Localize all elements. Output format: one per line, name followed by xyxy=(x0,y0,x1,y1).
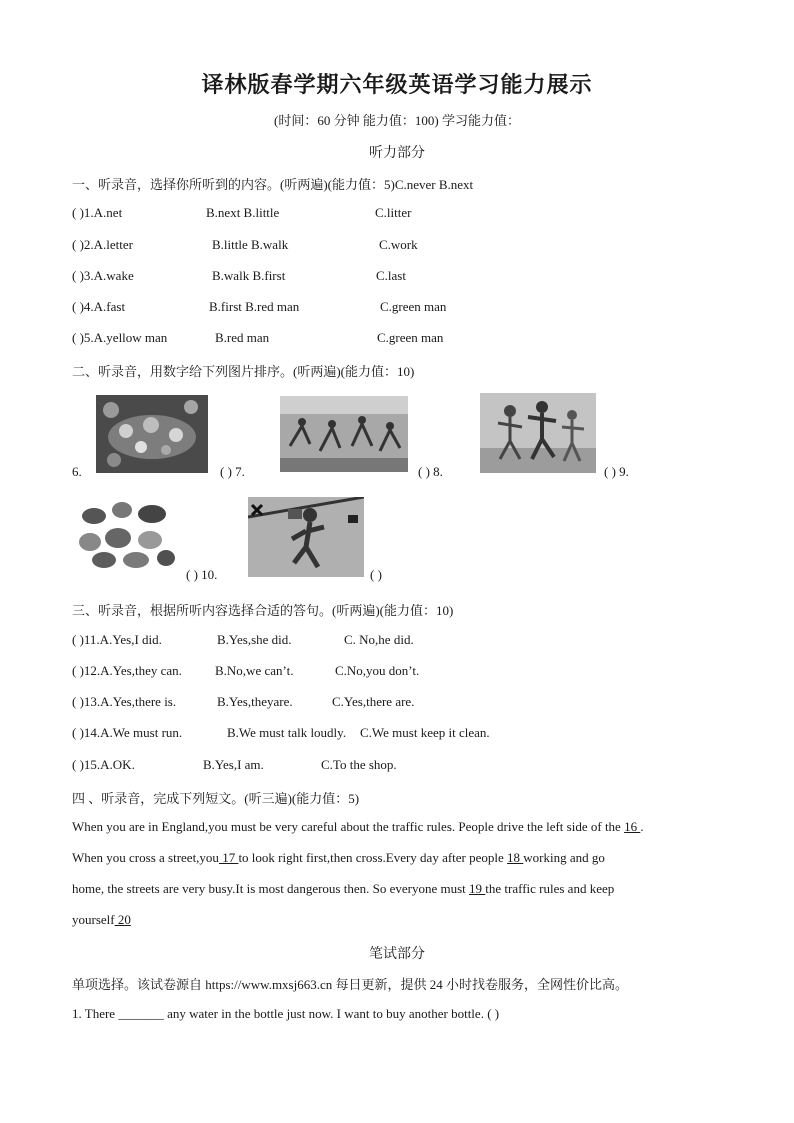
option-b: B.little B.walk xyxy=(212,237,289,252)
vegetables-picture xyxy=(74,496,176,570)
dancing-people-icon xyxy=(480,393,596,473)
crossing-street-picture xyxy=(248,497,364,577)
running-people-icon xyxy=(280,396,408,472)
dinner-table-picture xyxy=(96,395,208,473)
question-number: ( )3.A.wake xyxy=(72,268,134,283)
question-number: ( )2.A.letter xyxy=(72,237,134,252)
question-number: ( )4.A.fast xyxy=(72,299,126,314)
blank-20[interactable]: 20 xyxy=(114,912,131,927)
question-number: ( )14.A.We must run. xyxy=(72,725,183,740)
blank-17[interactable]: 17 xyxy=(218,850,239,865)
question-number: ( )5.A.yellow man xyxy=(72,330,168,345)
question-number: ( )12.A.Yes,they can. xyxy=(72,663,182,678)
dancing-people-picture xyxy=(480,393,596,473)
passage-text: working and go xyxy=(523,850,605,865)
picture-label-10: ( ) 10. xyxy=(186,567,218,582)
passage-text: When you are in England,you must be very careful about the traffic rules. People drive the left side of the xyxy=(72,819,625,834)
option-c: C.To the shop. xyxy=(321,757,397,772)
blank-16[interactable]: 16 xyxy=(624,819,641,834)
section4-heading: 四 、听录音，完成下列短文。(听三遍)(能力值：5) xyxy=(72,791,360,806)
option-c: C.green man xyxy=(377,330,444,345)
passage-text: yourself xyxy=(72,912,115,927)
option-b: B.red man xyxy=(215,330,270,345)
option-c: C.work xyxy=(379,237,418,252)
blank-19[interactable]: 19 xyxy=(469,881,486,896)
passage-text: When you cross a street,you xyxy=(72,850,219,865)
picture-label-6: 6. xyxy=(72,464,82,479)
option-c: C.green man xyxy=(380,299,447,314)
picture-label-end: ( ) xyxy=(370,567,382,582)
option-b: B.No,we can’t. xyxy=(215,663,294,678)
question-number: ( )15.A.OK. xyxy=(72,757,135,772)
passage-text: home, the streets are very busy.It is most dangerous then. So everyone must xyxy=(72,881,470,896)
option-b: B.next B.little xyxy=(206,205,280,220)
passage-line-1 xyxy=(72,819,644,835)
option-c: C.Yes,there are. xyxy=(332,694,415,709)
option-c: C. No,he did. xyxy=(344,632,414,647)
listening-heading: 听力部分 xyxy=(369,146,425,161)
option-c: C.last xyxy=(376,268,406,283)
section5-heading: 单项选择。该试卷源自 https://www.mxsj663.cn 每日更新，提供 24 小时找卷服务，全网性价比高。 xyxy=(72,977,628,992)
question-number: ( )13.A.Yes,there is. xyxy=(72,694,177,709)
passage-line-4 xyxy=(72,912,131,928)
dinner-table-icon xyxy=(96,395,208,473)
option-b: B.Yes,theyare. xyxy=(217,694,293,709)
option-b: B.Yes,I am. xyxy=(203,757,264,772)
question-1: 1. There _______ any water in the bottle just now. I want to buy another bottle. ( ) xyxy=(72,1006,500,1021)
section2-heading: 二、听录音，用数字给下列图片排序。(听两遍)(能力值：10) xyxy=(72,364,415,379)
option-c: C.No,you don’t. xyxy=(335,663,420,678)
question-number: ( )1.A.net xyxy=(72,205,123,220)
passage-text: to look right first,then cross.Every day after people xyxy=(238,850,508,865)
passage-line-2 xyxy=(72,850,605,866)
option-c: C.We must keep it clean. xyxy=(360,725,490,740)
passage-text: . xyxy=(640,819,644,834)
option-b: B.We must talk loudly. xyxy=(227,725,347,740)
vegetables-icon xyxy=(74,496,176,570)
section3-heading: 三、听录音，根据所听内容选择合适的答句。(听两遍)(能力值：10) xyxy=(72,603,454,618)
picture-label-8: ( ) 8. xyxy=(418,464,443,479)
question-number: ( )11.A.Yes,I did. xyxy=(72,632,162,647)
passage-line-3 xyxy=(72,881,614,897)
option-c: C.litter xyxy=(375,205,412,220)
crossing-street-icon xyxy=(248,497,364,577)
passage-text: the traffic rules and keep xyxy=(485,881,615,896)
page-title: 译林版春学期六年级英语学习能力展示 xyxy=(201,73,593,98)
blank-18[interactable]: 18 xyxy=(507,850,524,865)
option-b: B.walk B.first xyxy=(212,268,286,283)
writing-heading: 笔试部分 xyxy=(369,947,425,962)
running-people-picture xyxy=(280,396,408,472)
option-b: B.Yes,she did. xyxy=(217,632,292,647)
option-b: B.first B.red man xyxy=(209,299,300,314)
picture-label-9: ( ) 9. xyxy=(604,464,629,479)
section1-heading: 一、听录音，选择你所听到的内容。(听两遍)(能力值：5)C.never B.next xyxy=(72,177,474,192)
exam-info: (时间：60 分钟 能力值：100) 学习能力值： xyxy=(274,113,520,128)
picture-label-7: ( ) 7. xyxy=(220,464,245,479)
